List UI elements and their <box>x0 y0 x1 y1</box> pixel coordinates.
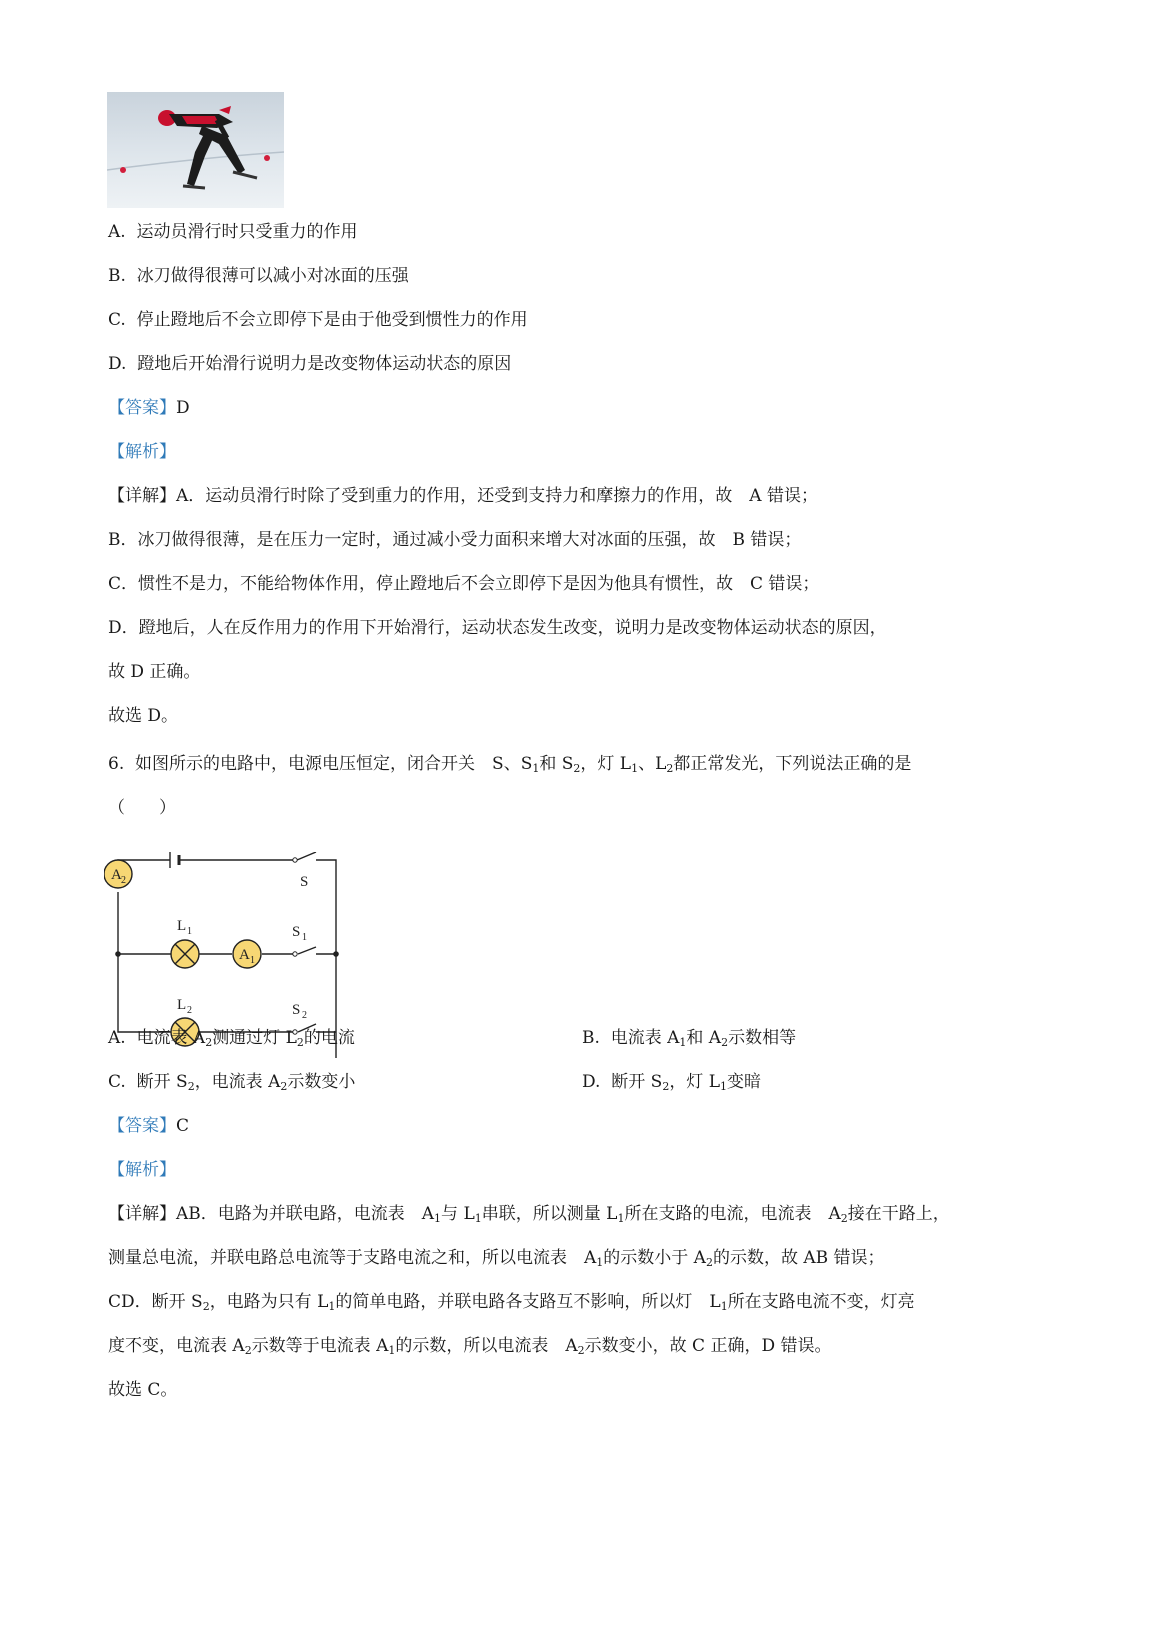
subscript: 2 <box>840 1212 848 1225</box>
option-letter: B. <box>582 1028 600 1048</box>
q6-conclusion: 故选 C。 <box>108 1380 178 1400</box>
option-text: ，灯 L <box>669 1072 721 1092</box>
answer-tag: 【答案】 <box>108 1116 176 1136</box>
ammeter-a2 <box>104 860 132 888</box>
switch-s2-label: S <box>292 1002 301 1018</box>
option-text: 电流表 A <box>136 1028 206 1048</box>
detail-text: 的示数，故 AB 错误； <box>712 1248 885 1268</box>
ammeter-a1 <box>233 940 261 968</box>
switch-s-label: S <box>300 874 309 890</box>
option-text: 蹬地后开始滑行说明力是改变物体运动状态的原因 <box>137 354 512 374</box>
q6-option-d <box>582 1070 761 1099</box>
option-letter: D. <box>582 1072 601 1092</box>
lamp-sub: 2 <box>187 1005 192 1016</box>
subscript: 1 <box>596 1256 604 1269</box>
subscript: 2 <box>187 1080 195 1093</box>
q5-answer <box>108 396 190 420</box>
switch-s2-sub: 2 <box>302 1010 307 1021</box>
detail-text: 测量总电流，并联电路总电流等于支路电流之和，所以电流表 A <box>108 1248 597 1268</box>
detail-text: 接在干路上， <box>847 1204 950 1224</box>
subscript: 2 <box>573 762 581 775</box>
subscript: 1 <box>631 762 639 775</box>
q5-option-a <box>108 220 358 244</box>
option-text: 测通过灯 L <box>212 1028 297 1048</box>
subscript: 2 <box>280 1080 288 1093</box>
q5-detail-a <box>108 484 818 508</box>
option-text: 变暗 <box>727 1072 762 1092</box>
lamp-label: L <box>177 997 187 1013</box>
option-text: 电流表 A <box>610 1028 680 1048</box>
q5-detail-b: B．冰刀做得很薄，是在压力一定时，通过减小受力面积来增大对冰面的压强，故 B 错误； <box>108 530 802 550</box>
option-letter: A. <box>108 1028 126 1048</box>
speed-skater-photo <box>107 92 284 208</box>
detail-text: AB．电路为并联电路，电流表 A <box>176 1204 435 1224</box>
subscript: 2 <box>577 1344 585 1357</box>
detail-tag: 【详解】 <box>108 486 176 506</box>
subscript: 1 <box>617 1212 625 1225</box>
detail-text: 示数等于电流表 A <box>251 1336 389 1356</box>
meter-sub: 1 <box>250 955 255 966</box>
lamp-l1 <box>171 918 199 968</box>
subscript: 2 <box>721 1036 729 1049</box>
detail-text: ，电路为只有 L <box>209 1292 329 1312</box>
answer-tag: 【答案】 <box>108 398 176 418</box>
meter-label: A <box>111 867 122 883</box>
subscript: 1 <box>720 1080 728 1093</box>
option-text: 停止蹬地后不会立即停下是由于他受到惯性力的作用 <box>136 310 528 330</box>
subscript: 2 <box>244 1344 252 1357</box>
subscript: 1 <box>679 1036 687 1049</box>
question-number: 6. <box>108 754 125 774</box>
detail-text: CD．断开 S <box>108 1292 203 1312</box>
detail-text: 示数变小，故 C 正确，D 错误。 <box>584 1336 832 1356</box>
detail-text: A．运动员滑行时除了受到重力的作用，还受到支持力和摩擦力的作用，故 A 错误； <box>176 486 818 506</box>
q5-detail-c: C．惯性不是力，不能给物体作用，停止蹬地后不会立即停下是因为他具有惯性，故 C 错误； <box>108 574 820 594</box>
option-letter: D. <box>108 354 127 374</box>
meter-sub: 2 <box>121 875 126 886</box>
answer-value: C <box>176 1116 190 1136</box>
subscript: 1 <box>532 762 540 775</box>
detail-text: 度不变，电流表 A <box>108 1336 245 1356</box>
q6-option-a <box>108 1026 355 1055</box>
q6-paren: （ ） <box>108 798 176 818</box>
q6-answer <box>108 1114 189 1138</box>
stem-text: 如图所示的电路中，电源电压恒定，闭合开关 S、S <box>135 754 533 774</box>
subscript: 1 <box>388 1344 396 1357</box>
q5-analysis <box>108 440 176 464</box>
subscript: 1 <box>474 1212 482 1225</box>
option-text: 示数相等 <box>728 1028 797 1048</box>
option-text: 断开 S <box>611 1072 663 1092</box>
subscript: 2 <box>662 1080 670 1093</box>
q5-detail-d2: 故 D 正确。 <box>108 662 201 682</box>
detail-text: 所在支路电流不变，灯亮 <box>727 1292 915 1312</box>
q6-analysis <box>108 1158 176 1182</box>
detail-text: 的示数小于 A <box>603 1248 706 1268</box>
option-text: 和 A <box>686 1028 722 1048</box>
q6-detail-2 <box>108 1246 885 1275</box>
subscript: 2 <box>202 1300 210 1313</box>
option-text: 冰刀做得很薄可以减小对冰面的压强 <box>136 266 409 286</box>
q6-option-c <box>108 1070 355 1099</box>
stem-text: 、L <box>638 754 667 774</box>
detail-tag: 【详解】 <box>108 1204 176 1224</box>
subscript: 1 <box>434 1212 442 1225</box>
detail-text: 串联，所以测量 L <box>481 1204 618 1224</box>
analysis-tag: 【解析】 <box>108 442 176 462</box>
q6-detail-4 <box>108 1334 832 1363</box>
option-text: 的电流 <box>303 1028 355 1048</box>
q6-detail-3 <box>108 1290 915 1319</box>
detail-text: 的示数，所以电流表 A <box>395 1336 578 1356</box>
subscript: 1 <box>328 1300 336 1313</box>
subscript: 2 <box>705 1256 713 1269</box>
q5-option-d <box>108 352 511 376</box>
option-letter: C. <box>108 310 126 330</box>
switch-s1-sub: 1 <box>302 932 307 943</box>
q6-detail-1 <box>108 1202 950 1231</box>
option-text: 运动员滑行时只受重力的作用 <box>136 222 358 242</box>
option-letter: B. <box>108 266 126 286</box>
q5-detail-d1: D．蹬地后，人在反作用力的作用下开始滑行，运动状态发生改变，说明力是改变物体运动状态的原因， <box>108 618 887 638</box>
lamp-label: L <box>177 918 187 934</box>
subscript: 2 <box>296 1036 304 1049</box>
q5-option-c <box>108 308 528 332</box>
detail-text: 的简单电路，并联电路各支路互不影响，所以灯 L <box>335 1292 721 1312</box>
switch-s1-label: S <box>292 924 301 940</box>
stem-text: 都正常发光，下列说法正确的是 <box>673 754 912 774</box>
q5-conclusion: 故选 D。 <box>108 706 179 726</box>
option-letter: C. <box>108 1072 126 1092</box>
option-letter: A. <box>108 222 126 242</box>
stem-text: 和 S <box>539 754 574 774</box>
answer-value: D <box>176 398 190 418</box>
option-text: 断开 S <box>136 1072 188 1092</box>
option-text: 示数变小 <box>287 1072 356 1092</box>
option-text: ，电流表 A <box>194 1072 281 1092</box>
meter-label: A <box>239 947 250 963</box>
detail-text: 所在支路的电流，电流表 A <box>624 1204 841 1224</box>
stem-text: ，灯 L <box>580 754 632 774</box>
detail-text: 与 L <box>441 1204 475 1224</box>
analysis-tag: 【解析】 <box>108 1160 176 1180</box>
lamp-sub: 1 <box>187 926 192 937</box>
q6-option-b <box>582 1026 796 1055</box>
q6-stem <box>108 752 911 781</box>
q5-option-b <box>108 264 409 288</box>
subscript: 2 <box>205 1036 213 1049</box>
subscript: 1 <box>720 1300 728 1313</box>
subscript: 2 <box>666 762 674 775</box>
